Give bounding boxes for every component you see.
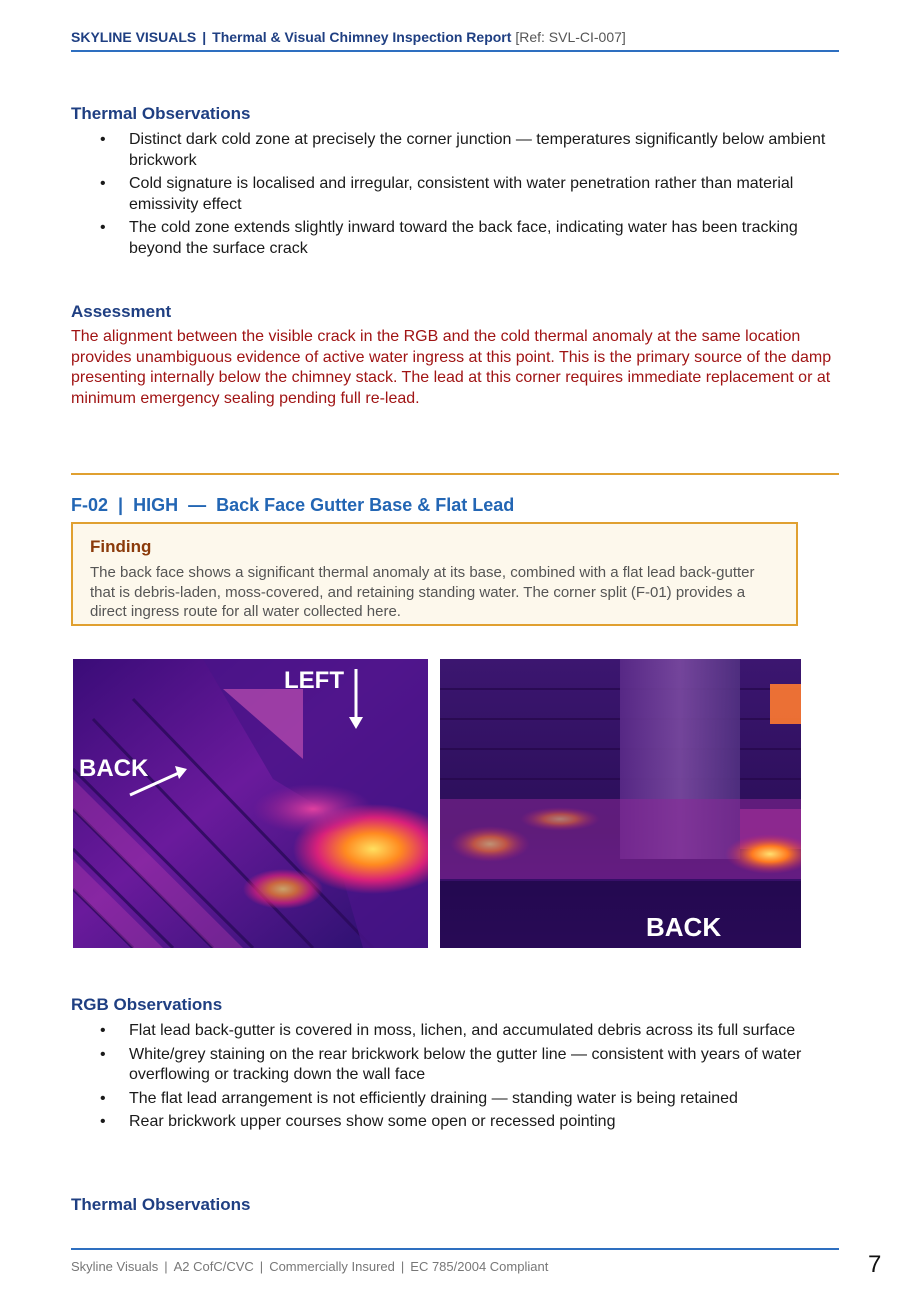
- header-rule: [71, 50, 839, 52]
- image-label-back: BACK: [646, 912, 722, 942]
- report-ref: [Ref: SVL-CI-007]: [515, 29, 626, 45]
- list-item: • Flat lead back-gutter is covered in moss, lichen, and accumulated debris across its full surface: [71, 1021, 841, 1042]
- image-label-left: LEFT: [284, 667, 344, 694]
- thermal-observations-heading: Thermal Observations: [71, 104, 251, 123]
- list-item: • Cold signature is localised and irregular, consistent with water penetration rather than material emissivity effect: [71, 174, 841, 215]
- list-item: • White/grey staining on the rear brickwork below the gutter line — consistent with years of water overflowing or tracking down the wall face: [71, 1045, 841, 1086]
- footer-rule: [71, 1248, 839, 1250]
- finding-box-heading: Finding: [90, 537, 152, 556]
- assessment-text: The alignment between the visible crack in the RGB and the cold thermal anomaly at the same location provides unambiguous evidence of active water ingress at this point. This is the primary source of the damp presenting internally below the chimney stack. The lead at this corner requires immediate replacement or at minimum emergency sealing pending full re-lead.: [71, 328, 832, 407]
- assessment-heading: Assessment: [71, 302, 172, 321]
- finding-name: Back Face Gutter Base & Flat Lead: [216, 495, 515, 515]
- page-number: 7: [868, 1251, 882, 1278]
- list-item: • Distinct dark cold zone at precisely the corner junction — temperatures significantly below ambient brickwork: [71, 130, 841, 171]
- footer-separator: |: [164, 1259, 168, 1274]
- footer-compliance: EC 785/2004 Compliant: [410, 1259, 549, 1274]
- list-item: • The cold zone extends slightly inward toward the back face, indicating water has been tracking beyond the surface crack: [71, 218, 841, 259]
- header-separator: |: [202, 29, 207, 45]
- footer-separator: |: [259, 1259, 264, 1274]
- brand-name: SKYLINE VISUALS: [71, 29, 197, 45]
- finding-severity: HIGH: [133, 495, 179, 515]
- finding-box-text: The back face shows a significant thermal anomaly at its base, combined with a flat lead back-gutter that is debris-laden, moss-covered, and retaining standing water. The corner split (F-01) provides a direct ingress route for all water collected here.: [90, 564, 755, 620]
- thermal-image-right: [440, 659, 801, 948]
- report-title: Thermal & Visual Chimney Inspection Report: [212, 29, 512, 45]
- finding-title-separator: |: [118, 495, 124, 515]
- footer-insurance: Commercially Insured: [269, 1259, 395, 1274]
- list-item: • Rear brickwork upper courses show some open or recessed pointing: [71, 1112, 841, 1133]
- footer-accreditation: A2 CofC/CVC: [173, 1259, 254, 1274]
- image-label-back: BACK: [79, 755, 149, 782]
- finding-code: F-02: [71, 495, 109, 515]
- thermal-observations-list: [71, 130, 841, 262]
- thermal-observations-heading-2: Thermal Observations: [71, 1195, 251, 1214]
- finding-box: [71, 522, 798, 626]
- list-item: • The flat lead arrangement is not efficiently draining — standing water is being retained: [71, 1089, 841, 1110]
- footer-separator: |: [400, 1259, 405, 1274]
- footer: [71, 1259, 548, 1274]
- section-divider: [71, 473, 839, 475]
- thermal-image-left: [73, 659, 428, 948]
- rgb-observations-list: [71, 1021, 841, 1136]
- footer-company: Skyline Visuals: [71, 1259, 159, 1274]
- rgb-observations-heading: RGB Observations: [71, 995, 223, 1014]
- finding-dash: —: [188, 495, 207, 515]
- report-header: [71, 29, 626, 45]
- finding-title: [71, 495, 514, 516]
